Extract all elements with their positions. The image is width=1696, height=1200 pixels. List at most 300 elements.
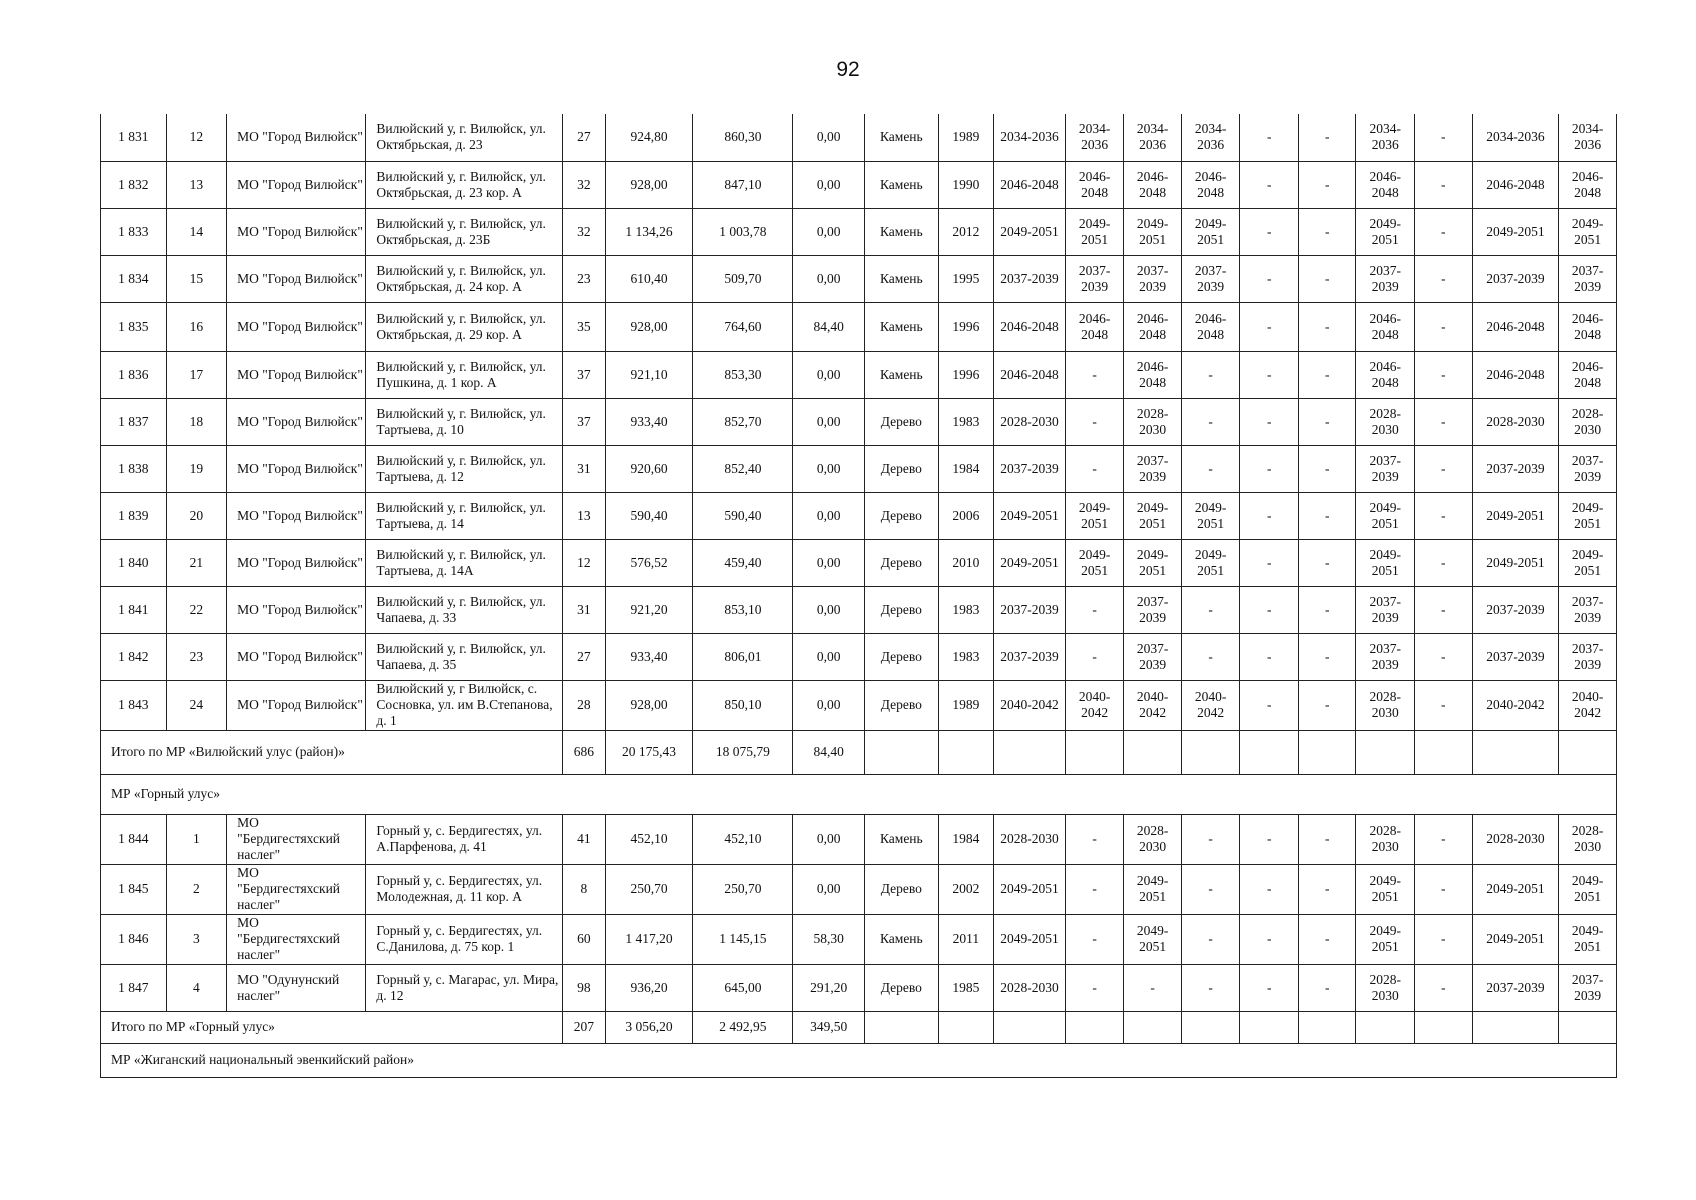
period-cell: - bbox=[1415, 255, 1473, 302]
period-cell: 2037-2039 bbox=[1559, 964, 1617, 1011]
address: Горный у, с. Бердигестях, ул. А.Парфенова, д. 41 bbox=[366, 814, 563, 864]
year-built: 2011 bbox=[938, 914, 994, 964]
residents: 41 bbox=[563, 814, 605, 864]
period-cell: 2049-2051 bbox=[1559, 864, 1617, 914]
row-index: 22 bbox=[166, 586, 227, 633]
total-residents: 207 bbox=[563, 1011, 605, 1043]
municipality: МО "Город Вилюйск" bbox=[227, 586, 366, 633]
period-cell: 2037-2039 bbox=[994, 586, 1066, 633]
table-row bbox=[101, 914, 1617, 964]
period-cell: - bbox=[1298, 208, 1356, 255]
municipality: МО "Город Вилюйск" bbox=[227, 492, 366, 539]
empty-cell bbox=[938, 1011, 994, 1043]
period-cell: - bbox=[1298, 914, 1356, 964]
period-cell: 2049-2051 bbox=[1356, 208, 1415, 255]
table-row bbox=[101, 302, 1617, 351]
table-row bbox=[101, 351, 1617, 398]
residents: 31 bbox=[563, 586, 605, 633]
period-cell: 2037-2039 bbox=[1472, 633, 1559, 680]
total-area-other: 84,40 bbox=[793, 730, 865, 774]
wall-material: Камень bbox=[865, 255, 939, 302]
period-cell: 2028-2030 bbox=[1124, 814, 1182, 864]
total-row bbox=[101, 730, 1617, 774]
area-living: 459,40 bbox=[693, 539, 793, 586]
period-cell: 2049-2051 bbox=[1472, 864, 1559, 914]
period-cell: - bbox=[1065, 914, 1124, 964]
area-total: 1 417,20 bbox=[605, 914, 693, 964]
table-row bbox=[101, 964, 1617, 1011]
period-cell: 2049-2051 bbox=[994, 492, 1066, 539]
wall-material: Дерево bbox=[865, 398, 939, 445]
wall-material: Дерево bbox=[865, 586, 939, 633]
row-number: 1 839 bbox=[101, 492, 167, 539]
period-cell: - bbox=[1415, 208, 1473, 255]
period-cell: 2046-2048 bbox=[1181, 302, 1240, 351]
period-cell: - bbox=[1415, 114, 1473, 161]
period-cell: - bbox=[1181, 964, 1240, 1011]
period-cell: 2049-2051 bbox=[1559, 208, 1617, 255]
period-cell: 2046-2048 bbox=[1124, 161, 1182, 208]
period-cell: - bbox=[1298, 814, 1356, 864]
row-index: 4 bbox=[166, 964, 227, 1011]
period-cell: - bbox=[1298, 539, 1356, 586]
year-built: 1983 bbox=[938, 633, 994, 680]
area-living: 852,40 bbox=[693, 445, 793, 492]
empty-cell bbox=[1472, 1011, 1559, 1043]
empty-cell bbox=[1356, 1011, 1415, 1043]
row-index: 15 bbox=[166, 255, 227, 302]
period-cell: 2046-2048 bbox=[994, 351, 1066, 398]
period-cell: 2049-2051 bbox=[994, 864, 1066, 914]
area-total: 928,00 bbox=[605, 302, 693, 351]
period-cell: - bbox=[1298, 255, 1356, 302]
area-living: 250,70 bbox=[693, 864, 793, 914]
period-cell: 2028-2030 bbox=[1356, 398, 1415, 445]
period-cell: - bbox=[1415, 633, 1473, 680]
empty-cell bbox=[1298, 730, 1356, 774]
period-cell: - bbox=[1298, 161, 1356, 208]
period-cell: 2037-2039 bbox=[1356, 586, 1415, 633]
wall-material: Дерево bbox=[865, 492, 939, 539]
period-cell: 2049-2051 bbox=[1559, 914, 1617, 964]
period-cell: 2046-2048 bbox=[1065, 302, 1124, 351]
period-cell: 2049-2051 bbox=[1065, 539, 1124, 586]
period-cell: - bbox=[1415, 492, 1473, 539]
empty-cell bbox=[1559, 1011, 1617, 1043]
row-index: 20 bbox=[166, 492, 227, 539]
year-built: 1996 bbox=[938, 302, 994, 351]
period-cell: - bbox=[1181, 445, 1240, 492]
row-index: 16 bbox=[166, 302, 227, 351]
period-cell: - bbox=[1065, 586, 1124, 633]
period-cell: - bbox=[1415, 302, 1473, 351]
period-cell: 2037-2039 bbox=[1472, 445, 1559, 492]
period-cell: 2040-2042 bbox=[1181, 680, 1240, 730]
period-cell: 2028-2030 bbox=[1356, 964, 1415, 1011]
row-number: 1 832 bbox=[101, 161, 167, 208]
period-cell: 2046-2048 bbox=[1472, 351, 1559, 398]
row-number: 1 845 bbox=[101, 864, 167, 914]
period-cell: - bbox=[1240, 586, 1299, 633]
residents: 27 bbox=[563, 633, 605, 680]
period-cell: 2040-2042 bbox=[1065, 680, 1124, 730]
period-cell: - bbox=[1240, 351, 1299, 398]
wall-material: Камень bbox=[865, 814, 939, 864]
area-total: 933,40 bbox=[605, 633, 693, 680]
row-number: 1 840 bbox=[101, 539, 167, 586]
year-built: 2010 bbox=[938, 539, 994, 586]
empty-cell bbox=[1065, 730, 1124, 774]
period-cell: 2037-2039 bbox=[1559, 633, 1617, 680]
period-cell: 2028-2030 bbox=[994, 814, 1066, 864]
period-cell: 2046-2048 bbox=[1472, 161, 1559, 208]
residents: 12 bbox=[563, 539, 605, 586]
period-cell: - bbox=[1298, 302, 1356, 351]
municipality: МО "Город Вилюйск" bbox=[227, 114, 366, 161]
area-total: 1 134,26 bbox=[605, 208, 693, 255]
address: Вилюйский у, г Вилюйск, с. Сосновка, ул. им В.Степанова, д. 1 bbox=[366, 680, 563, 730]
period-cell: 2034-2036 bbox=[994, 114, 1066, 161]
empty-cell bbox=[1472, 730, 1559, 774]
period-cell: - bbox=[1240, 964, 1299, 1011]
table-row bbox=[101, 586, 1617, 633]
period-cell: 2049-2051 bbox=[1065, 492, 1124, 539]
wall-material: Камень bbox=[865, 161, 939, 208]
period-cell: 2040-2042 bbox=[994, 680, 1066, 730]
period-cell: - bbox=[1240, 302, 1299, 351]
area-living: 645,00 bbox=[693, 964, 793, 1011]
row-number: 1 846 bbox=[101, 914, 167, 964]
period-cell: 2046-2048 bbox=[1559, 302, 1617, 351]
table-row bbox=[101, 492, 1617, 539]
area-other: 0,00 bbox=[793, 864, 865, 914]
empty-cell bbox=[938, 730, 994, 774]
period-cell: 2034-2036 bbox=[1181, 114, 1240, 161]
table-row bbox=[101, 445, 1617, 492]
period-cell: 2046-2048 bbox=[994, 161, 1066, 208]
period-cell: - bbox=[1240, 398, 1299, 445]
section-header-row bbox=[101, 774, 1617, 814]
period-cell: 2037-2039 bbox=[1356, 445, 1415, 492]
municipality: МО "Город Вилюйск" bbox=[227, 633, 366, 680]
period-cell: - bbox=[1415, 161, 1473, 208]
total-row bbox=[101, 1011, 1617, 1043]
period-cell: - bbox=[1065, 445, 1124, 492]
table-row bbox=[101, 161, 1617, 208]
period-cell: - bbox=[1298, 633, 1356, 680]
residents: 31 bbox=[563, 445, 605, 492]
area-total: 250,70 bbox=[605, 864, 693, 914]
row-number: 1 843 bbox=[101, 680, 167, 730]
row-number: 1 842 bbox=[101, 633, 167, 680]
table-row bbox=[101, 680, 1617, 730]
row-number: 1 834 bbox=[101, 255, 167, 302]
period-cell: - bbox=[1415, 864, 1473, 914]
period-cell: 2037-2039 bbox=[1124, 633, 1182, 680]
area-total: 921,20 bbox=[605, 586, 693, 633]
row-index: 2 bbox=[166, 864, 227, 914]
period-cell: 2046-2048 bbox=[1472, 302, 1559, 351]
area-other: 0,00 bbox=[793, 161, 865, 208]
total-residents: 686 bbox=[563, 730, 605, 774]
address: Вилюйский у, г. Вилюйск, ул. Тартыева, д. 12 bbox=[366, 445, 563, 492]
period-cell: 2037-2039 bbox=[1472, 964, 1559, 1011]
area-living: 850,10 bbox=[693, 680, 793, 730]
period-cell: 2037-2039 bbox=[994, 445, 1066, 492]
residents: 98 bbox=[563, 964, 605, 1011]
period-cell: - bbox=[1181, 351, 1240, 398]
area-other: 0,00 bbox=[793, 445, 865, 492]
area-living: 847,10 bbox=[693, 161, 793, 208]
area-total: 936,20 bbox=[605, 964, 693, 1011]
residents: 32 bbox=[563, 161, 605, 208]
wall-material: Камень bbox=[865, 302, 939, 351]
empty-cell bbox=[1240, 730, 1299, 774]
residents: 23 bbox=[563, 255, 605, 302]
wall-material: Дерево bbox=[865, 633, 939, 680]
area-total: 933,40 bbox=[605, 398, 693, 445]
period-cell: 2028-2030 bbox=[1356, 814, 1415, 864]
period-cell: - bbox=[1240, 539, 1299, 586]
area-living: 853,10 bbox=[693, 586, 793, 633]
table-row bbox=[101, 814, 1617, 864]
area-other: 0,00 bbox=[793, 351, 865, 398]
table-row bbox=[101, 208, 1617, 255]
wall-material: Дерево bbox=[865, 680, 939, 730]
municipality: МО "Одунунский наслег" bbox=[227, 964, 366, 1011]
period-cell: 2034-2036 bbox=[1559, 114, 1617, 161]
row-index: 24 bbox=[166, 680, 227, 730]
year-built: 1985 bbox=[938, 964, 994, 1011]
area-other: 0,00 bbox=[793, 586, 865, 633]
period-cell: - bbox=[1124, 964, 1182, 1011]
period-cell: 2040-2042 bbox=[1124, 680, 1182, 730]
area-living: 852,70 bbox=[693, 398, 793, 445]
period-cell: 2046-2048 bbox=[1065, 161, 1124, 208]
municipality: МО "Город Вилюйск" bbox=[227, 680, 366, 730]
row-index: 12 bbox=[166, 114, 227, 161]
period-cell: - bbox=[1240, 114, 1299, 161]
period-cell: 2037-2039 bbox=[1472, 255, 1559, 302]
area-living: 806,01 bbox=[693, 633, 793, 680]
total-area-other: 349,50 bbox=[793, 1011, 865, 1043]
period-cell: - bbox=[1065, 964, 1124, 1011]
table-row bbox=[101, 539, 1617, 586]
period-cell: 2049-2051 bbox=[994, 914, 1066, 964]
empty-cell bbox=[865, 730, 939, 774]
period-cell: - bbox=[1065, 864, 1124, 914]
row-index: 3 bbox=[166, 914, 227, 964]
period-cell: - bbox=[1181, 398, 1240, 445]
municipality: МО "Город Вилюйск" bbox=[227, 255, 366, 302]
empty-cell bbox=[1240, 1011, 1299, 1043]
area-other: 58,30 bbox=[793, 914, 865, 964]
period-cell: 2040-2042 bbox=[1559, 680, 1617, 730]
wall-material: Камень bbox=[865, 208, 939, 255]
year-built: 1984 bbox=[938, 445, 994, 492]
row-number: 1 835 bbox=[101, 302, 167, 351]
residents: 27 bbox=[563, 114, 605, 161]
table-row bbox=[101, 864, 1617, 914]
period-cell: 2037-2039 bbox=[1065, 255, 1124, 302]
row-index: 18 bbox=[166, 398, 227, 445]
period-cell: 2028-2030 bbox=[1124, 398, 1182, 445]
total-area-total: 20 175,43 bbox=[605, 730, 693, 774]
period-cell: - bbox=[1240, 445, 1299, 492]
period-cell: - bbox=[1181, 864, 1240, 914]
period-cell: - bbox=[1298, 445, 1356, 492]
year-built: 1996 bbox=[938, 351, 994, 398]
area-living: 1 145,15 bbox=[693, 914, 793, 964]
table-row bbox=[101, 398, 1617, 445]
period-cell: 2049-2051 bbox=[994, 539, 1066, 586]
period-cell: 2034-2036 bbox=[1356, 114, 1415, 161]
period-cell: 2046-2048 bbox=[1124, 351, 1182, 398]
municipality: МО "Город Вилюйск" bbox=[227, 539, 366, 586]
address: Вилюйский у, г. Вилюйск, ул. Тартыева, д. 14 bbox=[366, 492, 563, 539]
area-total: 576,52 bbox=[605, 539, 693, 586]
period-cell: - bbox=[1240, 914, 1299, 964]
period-cell: 2037-2039 bbox=[1124, 255, 1182, 302]
address: Вилюйский у, г. Вилюйск, ул. Чапаева, д. 33 bbox=[366, 586, 563, 633]
period-cell: 2046-2048 bbox=[1356, 161, 1415, 208]
address: Вилюйский у, г. Вилюйск, ул. Октябрьская, д. 29 кор. А bbox=[366, 302, 563, 351]
area-total: 920,60 bbox=[605, 445, 693, 492]
wall-material: Камень bbox=[865, 914, 939, 964]
table-row bbox=[101, 114, 1617, 161]
period-cell: 2049-2051 bbox=[1124, 539, 1182, 586]
period-cell: 2037-2039 bbox=[994, 255, 1066, 302]
empty-cell bbox=[1181, 730, 1240, 774]
period-cell: - bbox=[1415, 539, 1473, 586]
period-cell: 2049-2051 bbox=[1181, 492, 1240, 539]
area-living: 509,70 bbox=[693, 255, 793, 302]
period-cell: 2049-2051 bbox=[1472, 208, 1559, 255]
period-cell: - bbox=[1181, 586, 1240, 633]
period-cell: 2028-2030 bbox=[1472, 398, 1559, 445]
period-cell: 2028-2030 bbox=[1559, 398, 1617, 445]
period-cell: 2034-2036 bbox=[1124, 114, 1182, 161]
area-other: 0,00 bbox=[793, 680, 865, 730]
period-cell: 2046-2048 bbox=[994, 302, 1066, 351]
wall-material: Дерево bbox=[865, 539, 939, 586]
municipality: МО "Бердигестяхский наслег" bbox=[227, 914, 366, 964]
area-living: 853,30 bbox=[693, 351, 793, 398]
period-cell: 2034-2036 bbox=[1472, 114, 1559, 161]
address: Вилюйский у, г. Вилюйск, ул. Октябрьская, д. 23 bbox=[366, 114, 563, 161]
area-total: 921,10 bbox=[605, 351, 693, 398]
municipality: МО "Город Вилюйск" bbox=[227, 161, 366, 208]
area-total: 928,00 bbox=[605, 680, 693, 730]
area-total: 924,80 bbox=[605, 114, 693, 161]
table-row bbox=[101, 255, 1617, 302]
period-cell: - bbox=[1240, 633, 1299, 680]
table-row bbox=[101, 633, 1617, 680]
total-label: Итого по МР «Горный улус» bbox=[101, 1011, 563, 1043]
period-cell: - bbox=[1415, 351, 1473, 398]
period-cell: 2049-2051 bbox=[1181, 208, 1240, 255]
period-cell: - bbox=[1415, 814, 1473, 864]
table-body bbox=[101, 114, 1617, 1077]
period-cell: 2046-2048 bbox=[1559, 161, 1617, 208]
period-cell: - bbox=[1298, 864, 1356, 914]
row-index: 21 bbox=[166, 539, 227, 586]
year-built: 2002 bbox=[938, 864, 994, 914]
row-index: 23 bbox=[166, 633, 227, 680]
period-cell: 2037-2039 bbox=[1559, 445, 1617, 492]
municipality: МО "Город Вилюйск" bbox=[227, 445, 366, 492]
period-cell: - bbox=[1181, 633, 1240, 680]
period-cell: - bbox=[1415, 398, 1473, 445]
year-built: 1990 bbox=[938, 161, 994, 208]
period-cell: - bbox=[1415, 586, 1473, 633]
address: Вилюйский у, г. Вилюйск, ул. Тартыева, д. 10 bbox=[366, 398, 563, 445]
period-cell: - bbox=[1181, 914, 1240, 964]
area-other: 0,00 bbox=[793, 539, 865, 586]
municipality: МО "Город Вилюйск" bbox=[227, 302, 366, 351]
residents: 13 bbox=[563, 492, 605, 539]
empty-cell bbox=[1181, 1011, 1240, 1043]
year-built: 2006 bbox=[938, 492, 994, 539]
empty-cell bbox=[1356, 730, 1415, 774]
empty-cell bbox=[1298, 1011, 1356, 1043]
period-cell: 2037-2039 bbox=[1124, 445, 1182, 492]
section-title: МР «Жиганский национальный эвенкийский район» bbox=[101, 1043, 1617, 1077]
address: Вилюйский у, г. Вилюйск, ул. Тартыева, д. 14А bbox=[366, 539, 563, 586]
address: Горный у, с. Бердигестях, ул. Молодежная, д. 11 кор. А bbox=[366, 864, 563, 914]
residents: 37 bbox=[563, 398, 605, 445]
total-label: Итого по МР «Вилюйский улус (район)» bbox=[101, 730, 563, 774]
period-cell: 2037-2039 bbox=[1181, 255, 1240, 302]
address: Вилюйский у, г. Вилюйск, ул. Октябрьская, д. 23 кор. А bbox=[366, 161, 563, 208]
empty-cell bbox=[865, 1011, 939, 1043]
period-cell: 2049-2051 bbox=[1472, 539, 1559, 586]
period-cell: - bbox=[1298, 114, 1356, 161]
residents: 28 bbox=[563, 680, 605, 730]
total-area-living: 2 492,95 bbox=[693, 1011, 793, 1043]
row-index: 17 bbox=[166, 351, 227, 398]
period-cell: 2046-2048 bbox=[1559, 351, 1617, 398]
area-other: 0,00 bbox=[793, 114, 865, 161]
period-cell: 2049-2051 bbox=[1356, 492, 1415, 539]
empty-cell bbox=[1415, 1011, 1473, 1043]
area-other: 0,00 bbox=[793, 633, 865, 680]
address: Вилюйский у, г. Вилюйск, ул. Октябрьская, д. 24 кор. А bbox=[366, 255, 563, 302]
period-cell: 2037-2039 bbox=[1559, 255, 1617, 302]
area-living: 1 003,78 bbox=[693, 208, 793, 255]
row-number: 1 831 bbox=[101, 114, 167, 161]
wall-material: Дерево bbox=[865, 445, 939, 492]
empty-cell bbox=[994, 730, 1066, 774]
year-built: 1989 bbox=[938, 680, 994, 730]
period-cell: 2049-2051 bbox=[1472, 914, 1559, 964]
total-area-living: 18 075,79 bbox=[693, 730, 793, 774]
period-cell: 2049-2051 bbox=[1559, 492, 1617, 539]
period-cell: - bbox=[1415, 914, 1473, 964]
residents: 35 bbox=[563, 302, 605, 351]
area-living: 452,10 bbox=[693, 814, 793, 864]
period-cell: 2037-2039 bbox=[1356, 255, 1415, 302]
period-cell: - bbox=[1065, 351, 1124, 398]
period-cell: 2049-2051 bbox=[1559, 539, 1617, 586]
area-total: 590,40 bbox=[605, 492, 693, 539]
address: Вилюйский у, г. Вилюйск, ул. Октябрьская, д. 23Б bbox=[366, 208, 563, 255]
period-cell: 2049-2051 bbox=[1472, 492, 1559, 539]
row-number: 1 838 bbox=[101, 445, 167, 492]
area-other: 0,00 bbox=[793, 814, 865, 864]
row-number: 1 833 bbox=[101, 208, 167, 255]
residents: 8 bbox=[563, 864, 605, 914]
